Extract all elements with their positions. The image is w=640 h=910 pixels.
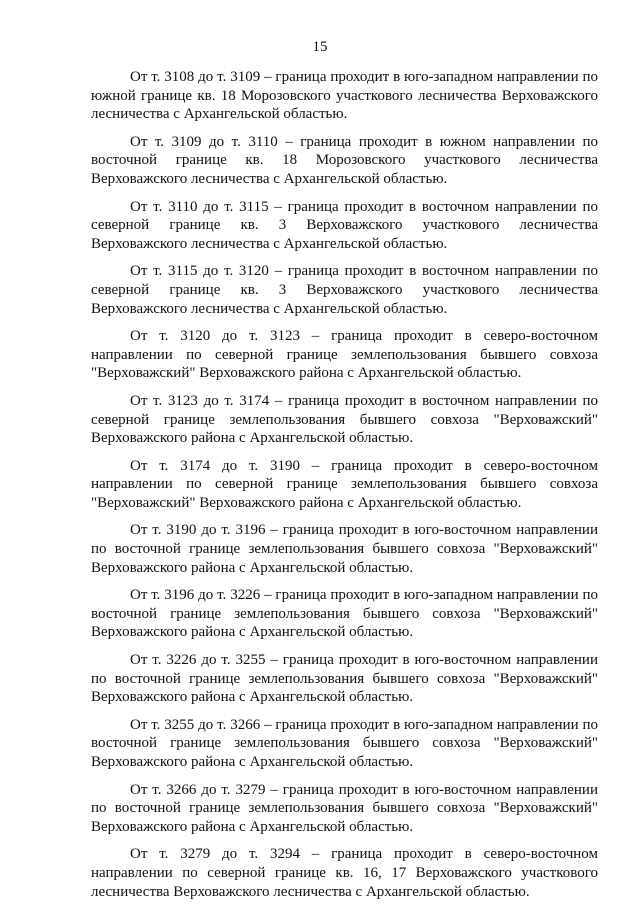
boundary-paragraph: От т. 3123 до т. 3174 – граница проходит в восточном направлении по северной границе землепользования бывшего совхоза "Верховажский" Верховажского района с Архангельской областью. <box>91 392 598 447</box>
page-number: 15 <box>312 39 328 55</box>
boundary-paragraph: От т. 3115 до т. 3120 – граница проходит в восточном направлении по северной границе кв. 3 Верховажского участкового лесничества Верховажского лесничества с Архангельской областью. <box>91 263 598 317</box>
boundary-paragraph: От т. 3196 до т. 3226 – граница проходит в юго-западном направлении по восточной границе землепользования бывшего совхоза "Верховажский" Верховажского района с Архангельской областью. <box>91 587 598 641</box>
boundary-paragraph: От т. 3226 до т. 3255 – граница проходит в юго-восточном направлении по восточной границе землепользования бывшего совхоза "Верховажский" Верховажского района с Архангельской областью. <box>91 652 598 706</box>
boundary-paragraph: От т. 3120 до т. 3123 – граница проходит в северо-восточном направлении по северной границе землепользования бывшего совхоза "Верховажский" Верховажского района с Архангельской областью. <box>91 328 598 382</box>
boundary-paragraph: От т. 3190 до т. 3196 – граница проходит в юго-восточном направлении по восточной границе землепользования бывшего совхоза "Верховажский" Верховажского района с Архангельской областью. <box>91 522 598 576</box>
boundary-paragraph: От т. 3266 до т. 3279 – граница проходит в юго-восточном направлении по восточной границе землепользования бывшего совхоза "Верховажский" Верховажского района с Архангельской областью. <box>91 781 598 835</box>
boundary-paragraph: От т. 3255 до т. 3266 – граница проходит в юго-западном направлении по восточной границе землепользования бывшего совхоза "Верховажский" Верховажского района с Архангельской областью. <box>91 716 598 770</box>
boundary-paragraph: От т. 3174 до т. 3190 – граница проходит в северо-восточном направлении по северной границе землепользования бывшего совхоза "Верховажский" Верховажского района с Архангельской областью. <box>91 457 598 511</box>
boundary-paragraph: От т. 3110 до т. 3115 – граница проходит в восточном направлении по северной границе кв. 3 Верховажского участкового лесничества Верховажского лесничества с Архангельской областью. <box>91 198 598 252</box>
boundary-paragraph: От т. 3108 до т. 3109 – граница проходит в юго-западном направлении по южной границе кв. 18 Морозовского участкового лесничества Верховажского лесничества с Архангельской областью. <box>91 69 598 123</box>
boundary-paragraph: От т. 3279 до т. 3294 – граница проходит в северо-восточном направлении по северной границе кв. 16, 17 Верховажского участкового лесничества Верховажского лесничества с Архангельской областью. <box>91 846 598 900</box>
document-body <box>91 68 598 910</box>
boundary-paragraph: От т. 3109 до т. 3110 – граница проходит в южном направлении по восточной границе кв. 18 Морозовского участкового лесничества Верховажского лесничества с Архангельской областью. <box>91 133 598 187</box>
